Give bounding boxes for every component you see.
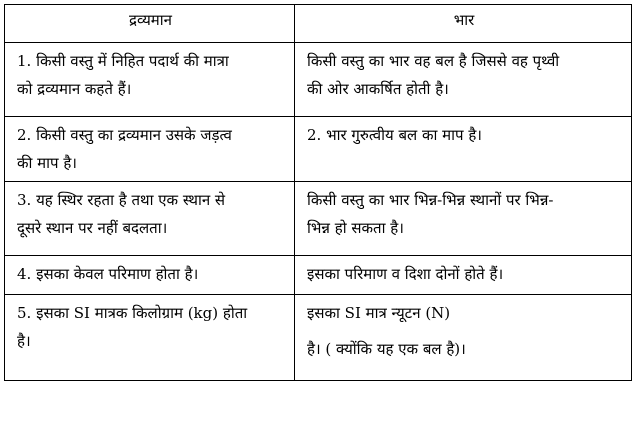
table-row: [5, 43, 632, 117]
cell-line: इसका परिमाण व दिशा दोनों होते हैं।: [307, 265, 504, 283]
table-row: [5, 256, 632, 295]
cell-line: है। ( क्योंकि यह एक बल है)।: [307, 340, 466, 358]
weight-cell: [295, 182, 632, 256]
table-row: [5, 295, 632, 381]
weight-cell: [295, 117, 632, 182]
table-header-row: [5, 5, 632, 43]
cell-line: 2. भार गुरुत्वीय बल का माप है।: [307, 126, 482, 144]
cell-line: किसी वस्तु का भार वह बल है जिससे वह पृथ्वी: [307, 52, 560, 70]
mass-cell: [5, 295, 295, 381]
weight-cell: [295, 43, 632, 117]
cell-line: किसी वस्तु का भार भिन्न-भिन्न स्थानों पर भिन्न-: [307, 191, 554, 209]
cell-line: भिन्न हो सकता है।: [307, 219, 404, 237]
cell-line: की ओर आकर्षित होती है।: [307, 80, 449, 98]
weight-cell: [295, 295, 632, 381]
cell-line: 5. इसका SI मात्रक किलोग्राम (kg) होता: [17, 304, 248, 322]
table-row: [5, 117, 632, 182]
cell-line: 2. किसी वस्तु का द्रव्यमान उसके जड़त्व: [17, 126, 232, 144]
cell-line: 1. किसी वस्तु में निहित पदार्थ की मात्रा: [17, 52, 229, 70]
header-weight: भार: [295, 5, 632, 43]
cell-line: 3. यह स्थिर रहता है तथा एक स्थान से: [17, 191, 226, 209]
mass-cell: [5, 256, 295, 295]
header-mass: द्रव्यमान: [5, 5, 295, 43]
comparison-table: [4, 4, 632, 381]
cell-line: दूसरे स्थान पर नहीं बदलता।: [17, 219, 168, 237]
cell-line: 4. इसका केवल परिमाण होता है।: [17, 265, 199, 283]
cell-line: को द्रव्यमान कहते हैं।: [17, 80, 132, 98]
cell-line: इसका SI मात्र न्यूटन (N): [307, 304, 451, 322]
cell-line: है।: [17, 332, 31, 350]
mass-cell: [5, 43, 295, 117]
mass-cell: [5, 117, 295, 182]
cell-line: की माप है।: [17, 154, 77, 172]
mass-cell: [5, 182, 295, 256]
table-row: [5, 182, 632, 256]
weight-cell: [295, 256, 632, 295]
